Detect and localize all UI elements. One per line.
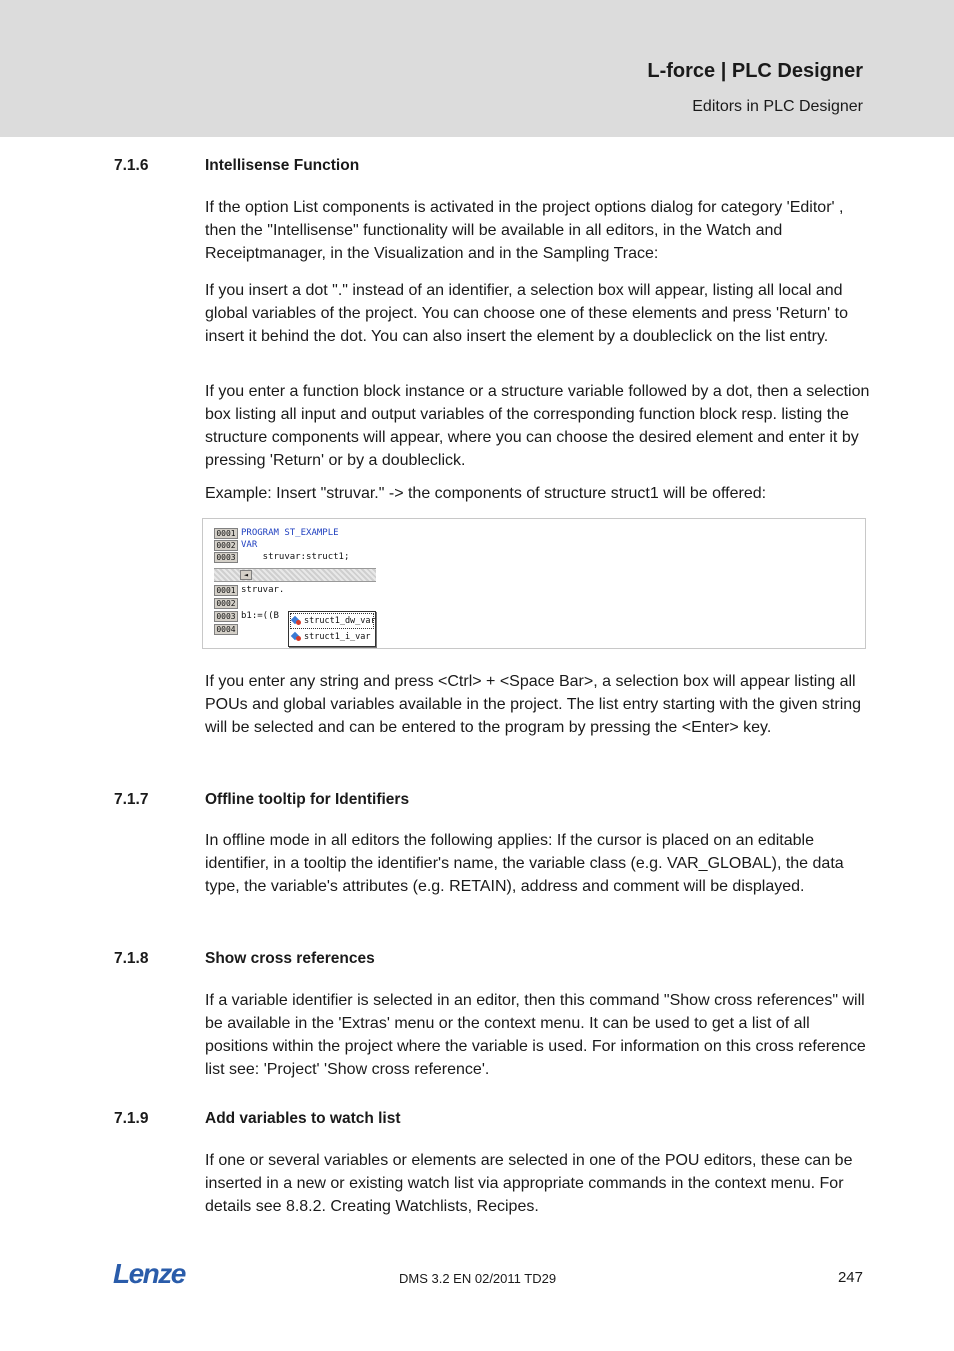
line-number: 0004	[214, 624, 238, 635]
paragraph: If you enter any string and press <Ctrl> + <Space Bar>, a selection box will appear listing all POUs and global variables available in the project. The list entry starting with the given string will be selected and can be entered to the program by pressing the <Enter> key.	[205, 673, 862, 736]
header-subtitle: Editors in PLC Designer	[692, 98, 863, 115]
code-text: b1:=((B	[241, 611, 279, 621]
list-item[interactable]	[291, 614, 376, 628]
list-item-label: struct1_dw_var	[304, 616, 376, 626]
header-title: L-force | PLC Designer	[647, 60, 863, 82]
line-number: 0001	[214, 528, 238, 539]
section-title: Intellisense Function	[205, 157, 360, 174]
code-text: PROGRAM ST_EXAMPLE	[241, 528, 339, 538]
section-number: 7.1.9	[114, 1110, 149, 1127]
paragraph: In offline mode in all editors the following applies: If the cursor is placed on an editable identifier, in a tooltip the identifier's name, the variable class (e.g. VAR_GLOBAL), the data type, the variable's attributes (e.g. RETAIN), address and comment will be displayed.	[205, 832, 844, 895]
intellisense-selection-box[interactable]	[288, 611, 376, 647]
paragraph: If the option List components is activated in the project options dialog for category 'Editor' , then the "Intellisense" functionality will be available in all editors, in the Watch and Receiptmanager, in the Visualization and in the Sampling Trace:	[205, 199, 844, 262]
line-number: 0003	[214, 611, 238, 622]
code-line	[214, 540, 376, 552]
code-line	[214, 528, 376, 540]
paragraph: If you insert a dot "." instead of an identifier, a selection box will appear, listing all local and global variables of the project. You can choose one of these elements and press 'Return' to insert it behind the dot. You can also insert the element by a doubleclick on the list entry.	[205, 282, 848, 345]
paragraph: Example: Insert "struvar." -> the components of structure struct1 will be offered:	[205, 485, 767, 502]
section-title: Show cross references	[205, 950, 375, 967]
paragraph: If you enter a function block instance or a structure variable followed by a dot, then a selection box listing all input and output variables of the corresponding function block resp. listing the structure components will appear, where you can choose the desired element and enter it by pressing 'Return' or by a doubleclick.	[205, 383, 870, 469]
code-text: struvar:struct1;	[241, 552, 350, 562]
section-title: Add variables to watch list	[205, 1110, 401, 1127]
code-line	[214, 552, 376, 564]
code-line	[214, 585, 376, 597]
list-item-label: struct1_i_var	[304, 632, 371, 642]
line-number: 0003	[214, 552, 238, 563]
code-text: VAR	[241, 540, 258, 550]
section-number: 7.1.6	[114, 157, 149, 174]
code-line	[214, 598, 376, 610]
list-item[interactable]	[291, 630, 373, 644]
section-title: Offline tooltip for Identifiers	[205, 791, 410, 808]
editor-splitter[interactable]	[214, 568, 376, 582]
line-number: 0001	[214, 585, 238, 596]
code-text: struvar.	[241, 585, 285, 595]
editor-window	[214, 528, 376, 642]
variable-icon	[292, 616, 301, 625]
section-number: 7.1.7	[114, 791, 149, 808]
line-number: 0002	[214, 598, 238, 609]
variable-icon	[292, 632, 301, 641]
lenze-logo: Lenze	[113, 1258, 185, 1289]
paragraph: If one or several variables or elements are selected in one of the POU editors, these can be inserted in a new or existing watch list via appropriate commands in the context menu. For details see 8.8.2. Creating Watchlists, Recipes.	[205, 1152, 853, 1215]
document-id: DMS 3.2 EN 02/2011 TD29	[399, 1271, 557, 1286]
page-number: 247	[837, 1269, 863, 1286]
example-screenshot	[202, 518, 866, 649]
paragraph: If a variable identifier is selected in an editor, then this command "Show cross references" will be available in the 'Extras' menu or the context menu. It can be used to get a list of all positions within the project where the variable is used. For information on this cross reference list see: 'Project' 'Show cross reference'.	[205, 992, 866, 1078]
scroll-left-icon[interactable]: ◄	[240, 570, 252, 580]
line-number: 0002	[214, 540, 238, 551]
section-number: 7.1.8	[114, 950, 149, 967]
